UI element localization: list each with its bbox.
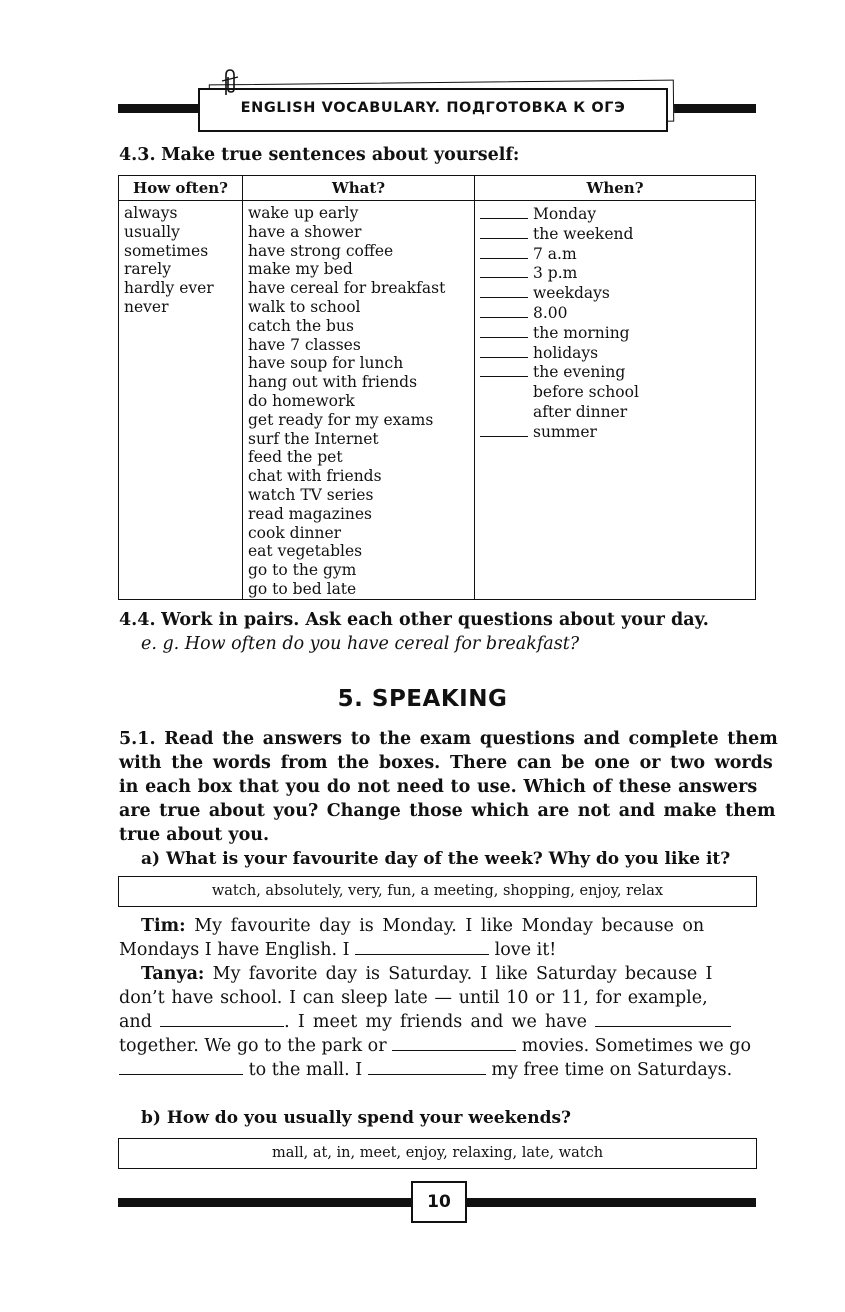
when-item <box>480 422 750 442</box>
what-item: catch the bus <box>248 316 354 335</box>
word-box-a: watch, absolutely, very, fun, a meeting, shopping, enjoy, relax <box>118 876 757 907</box>
what-item: wake up early <box>248 204 359 222</box>
page-number: 10 <box>411 1181 467 1223</box>
tanya-text: together. We go to the park or <box>119 1036 387 1056</box>
tanya-line-5 <box>119 1058 756 1082</box>
blank-line[interactable] <box>595 1010 731 1027</box>
tim-line-2 <box>119 938 756 962</box>
what-item: walk to school <box>248 297 361 316</box>
how-often-item: always <box>124 204 178 222</box>
what-item: have strong coffee <box>248 241 394 260</box>
spacer <box>480 382 528 397</box>
what-item: make my bed <box>248 260 353 279</box>
paperclip-icon <box>218 67 242 97</box>
blank-line[interactable] <box>480 244 528 259</box>
how-often-item: sometimes <box>124 241 209 260</box>
when-column <box>475 201 756 600</box>
what-column <box>243 201 475 600</box>
blank-line[interactable] <box>480 224 528 239</box>
blank-line[interactable] <box>480 204 528 219</box>
when-item <box>480 402 750 422</box>
example-text: e. g. How often do you have cereal for breakfast? <box>141 634 580 654</box>
tanya-text: my free time on Saturdays. <box>491 1060 733 1080</box>
task-4-4 <box>119 608 756 632</box>
tanya-line-3 <box>119 1010 756 1034</box>
when-label: weekdays <box>533 284 610 303</box>
when-item <box>480 263 750 283</box>
what-item: go to bed late <box>248 579 357 598</box>
blank-line[interactable] <box>160 1010 284 1027</box>
vocab-table <box>118 175 756 600</box>
when-label: holidays <box>533 343 599 362</box>
when-label: the evening <box>533 363 626 382</box>
task-text: Make true sentences about yourself: <box>161 145 520 165</box>
blank-line[interactable] <box>480 323 528 338</box>
when-item <box>480 323 750 343</box>
tim-line-1 <box>141 914 756 938</box>
when-item <box>480 224 750 244</box>
blank-line[interactable] <box>480 283 528 298</box>
when-label: the morning <box>533 323 630 342</box>
when-label: Monday <box>533 205 597 223</box>
blank-line[interactable] <box>480 343 528 358</box>
what-item: feed the pet <box>248 448 343 467</box>
blank-line[interactable] <box>480 303 528 318</box>
task-5-1-line: true about you. <box>119 825 270 845</box>
what-item: do homework <box>248 391 355 410</box>
speaker-tim: Tim: <box>141 916 186 936</box>
what-item: have a shower <box>248 222 362 241</box>
tanya-line-2: don’t have school. I can sleep late — until 10 or 11, for example, <box>119 988 708 1008</box>
when-label: the weekend <box>533 224 634 243</box>
task-5-1-line: 5.1. Read the answers to the exam questions and complete them <box>119 729 778 749</box>
when-item <box>480 204 750 224</box>
how-often-item: rarely <box>124 260 171 279</box>
what-item: surf the Internet <box>248 429 379 448</box>
tanya-text: and <box>119 1012 152 1032</box>
when-item <box>480 382 750 402</box>
task-5-1-line: with the words from the boxes. There can be one or two words <box>119 753 773 773</box>
header-box <box>198 88 668 132</box>
tim-text: My favourite day is Monday. I like Monday because on <box>194 916 705 936</box>
blank-line[interactable] <box>480 263 528 278</box>
blank-line[interactable] <box>368 1058 486 1075</box>
how-often-column <box>119 201 243 600</box>
task-number: 4.4. <box>119 610 156 630</box>
question-a: a) What is your favourite day of the week? Why do you like it? <box>141 849 731 869</box>
tanya-text: My favorite day is Saturday. I like Saturday because I <box>212 964 713 984</box>
tanya-line-1 <box>141 962 756 986</box>
what-item: hang out with friends <box>248 373 418 392</box>
when-label: after dinner <box>533 402 628 421</box>
task-text: Work in pairs. Ask each other questions about your day. <box>161 610 709 630</box>
footer-rule-right <box>463 1198 756 1207</box>
how-often-item: never <box>124 297 169 316</box>
task-5-1-line: are true about you? Change those which are not and make them <box>119 801 776 821</box>
tanya-text: . I meet my friends and we have <box>284 1012 587 1032</box>
col-header-how-often: How often? <box>119 176 243 201</box>
spacer <box>480 402 528 417</box>
task-number: 4.3. <box>119 145 156 165</box>
what-item: chat with friends <box>248 467 382 486</box>
tim-text: Mondays I have English. I <box>119 940 350 960</box>
header-title: ENGLISH VOCABULARY. ПОДГОТОВКА К ОГЭ <box>240 100 626 116</box>
what-item: cook dinner <box>248 523 342 542</box>
table-body-row <box>119 201 756 600</box>
footer-rule-left <box>118 1198 411 1207</box>
header-rule-left <box>118 104 202 113</box>
task-5-1-line: in each box that you do not need to use. Which of these answers <box>119 777 758 797</box>
blank-line[interactable] <box>392 1034 516 1051</box>
tanya-text: to the mall. I <box>248 1060 363 1080</box>
when-item <box>480 343 750 363</box>
word-box-b: mall, at, in, meet, enjoy, relaxing, late, watch <box>118 1138 757 1169</box>
when-item <box>480 303 750 323</box>
when-label: 7 a.m <box>533 244 577 263</box>
what-item: have cereal for breakfast <box>248 279 446 298</box>
what-item: watch TV series <box>248 485 374 504</box>
what-item: have 7 classes <box>248 335 361 354</box>
when-item <box>480 283 750 303</box>
section-title: 5. SPEAKING <box>337 686 508 712</box>
when-item <box>480 362 750 382</box>
what-item: get ready for my exams <box>248 410 434 429</box>
col-header-when: When? <box>475 176 756 201</box>
tim-text: love it! <box>494 940 557 960</box>
task-4-4-example <box>141 632 778 656</box>
question-b: b) How do you usually spend your weekends? <box>141 1108 571 1128</box>
what-item: eat vegetables <box>248 542 363 561</box>
header-rule-right <box>664 104 756 113</box>
when-label: summer <box>533 422 597 441</box>
table-header-row <box>119 176 756 201</box>
tanya-text: movies. Sometimes we go <box>521 1036 752 1056</box>
blank-line[interactable] <box>480 362 528 377</box>
tanya-line-4 <box>119 1034 756 1058</box>
blank-line[interactable] <box>480 422 528 437</box>
task-4-3 <box>119 143 756 167</box>
what-item: go to the gym <box>248 561 357 580</box>
how-often-item: hardly ever <box>124 279 214 298</box>
blank-line[interactable] <box>119 1058 243 1075</box>
when-item <box>480 244 750 264</box>
when-label: 3 p.m <box>533 264 578 283</box>
speaker-tanya: Tanya: <box>141 964 205 984</box>
what-item: have soup for lunch <box>248 354 404 373</box>
what-item: read magazines <box>248 504 373 523</box>
how-often-item: usually <box>124 222 180 241</box>
col-header-what: What? <box>243 176 475 201</box>
when-label: 8.00 <box>533 303 568 322</box>
when-label: before school <box>533 383 639 402</box>
blank-line[interactable] <box>355 938 489 955</box>
